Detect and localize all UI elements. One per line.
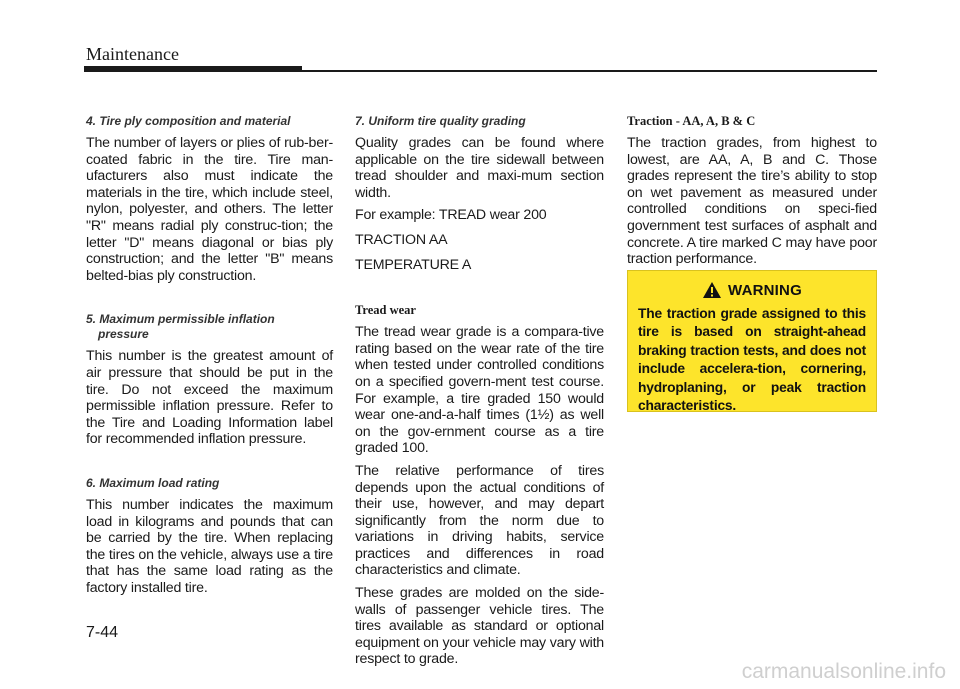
heading-max-inflation-line2: pressure <box>98 327 149 342</box>
heading-traction: Traction - AA, A, B & C <box>627 114 756 128</box>
watermark-text: carmanualsonline.info <box>741 660 946 683</box>
column-middle <box>355 106 604 674</box>
heading-max-inflation-line1: 5. Maximum permissible inflation <box>86 312 275 327</box>
paragraph-tread-wear-2: The relative performance of tires depends upon the actual conditions of their use, however, and may depart significantly from the norm due to variations in driving habits, service practices and differences in road characteristics and climate. <box>355 462 604 579</box>
heading-max-load: 6. Maximum load rating <box>86 475 220 490</box>
warning-header <box>638 281 866 299</box>
heading-uniform-grading: 7. Uniform tire quality grading <box>355 114 526 128</box>
example-tread-line: For example: TREAD wear 200 <box>355 207 547 224</box>
paragraph-tread-wear-3: These grades are molded on the side-walls of passenger vehicle tires. The tires available as standard or optional equipment on your vehicle may vary with respect to grade. <box>355 585 604 668</box>
heading-tread-wear: Tread wear <box>355 303 416 318</box>
paragraph-traction: The traction grades, from highest to lowest, are AA, A, B and C. Those grades represent the tire’s ability to stop on wet pavement as measured under controlled conditions on speci-fied government test surfaces of asphalt and concrete. A tire marked C may have poor traction performance. <box>627 135 877 268</box>
paragraph-uniform-grading: Quality grades can be found where applicable on the tire sidewall between tread shoulder and maxi-mum section width. <box>355 135 604 201</box>
paragraph-max-load: This number indicates the maximum load in kilograms and pounds that can be carried by the tire. When replacing the tires on the vehicle, always use a tire that has the same load rating as the factory installed tire. <box>86 496 333 596</box>
heading-max-inflation <box>86 312 333 342</box>
warning-box <box>627 270 877 412</box>
heading-tire-ply: 4. Tire ply composition and material <box>86 114 291 128</box>
paragraph-max-inflation: This number is the greatest amount of air pressure that should be put in the tire. Do not exceed the maximum permissible inflation pressure. Refer to the Tire and Loading Information label for recommended inflation pressure. <box>86 348 333 448</box>
header-rule-thin <box>302 70 877 72</box>
warning-title: WARNING <box>728 281 802 299</box>
warning-text: The traction grade assigned to this tire is based on straight-ahead braking traction tests, and does not include accelera-tion, cornering, hydroplaning, or peak traction characteristics. <box>638 306 866 414</box>
paragraph-tread-wear-1: The tread wear grade is a compara-tive rating based on the wear rate of the tire when tested under controlled conditions on a specified govern-ment test course. For example, a tire graded 150 would wear one-and-a-half times (1½) as well on the gov-ernment course as a tire graded 100. <box>355 324 604 457</box>
warning-triangle-icon <box>702 281 722 299</box>
example-temperature-line: TEMPERATURE A <box>355 256 472 273</box>
paragraph-tire-ply: The number of layers or plies of rub-ber-coated fabric in the tire. Tire man-ufacturers also must indicate the materials in the tire, which include steel, nylon, polyester, and others. The letter "R" means radial ply construc-tion; the letter "D" means diagonal or bias ply construction; and the letter "B" means belted-bias ply construction. <box>86 135 333 284</box>
example-traction-line: TRACTION AA <box>355 231 448 248</box>
page-number: 7-44 <box>86 624 119 641</box>
column-left <box>86 106 333 602</box>
column-right <box>627 106 877 274</box>
header-rule-thick <box>84 66 302 72</box>
section-title: Maintenance <box>86 44 179 64</box>
